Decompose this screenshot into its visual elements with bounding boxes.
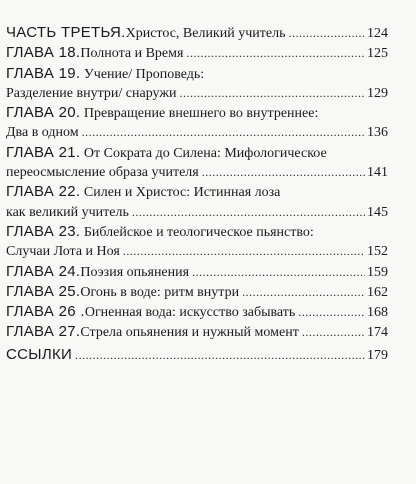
toc-entry [6, 302, 388, 322]
toc-entry-page-number: 124 [367, 26, 388, 41]
toc-entry-page-number: 162 [367, 284, 388, 300]
dot-leader [82, 123, 365, 142]
toc-entry-page-number: 145 [367, 204, 388, 220]
toc-entry-page-number: 152 [367, 244, 388, 260]
dot-leader [288, 24, 365, 43]
toc-entry-label: ГЛАВА 18. [6, 44, 81, 62]
toc-entry-last-line [6, 123, 388, 142]
dot-leader [298, 303, 365, 322]
dot-leader [302, 323, 365, 342]
toc-entry-line [6, 143, 388, 163]
toc-entry-title: Огненная вода: искусство забывать [84, 305, 296, 321]
toc-entry-page-number: 168 [367, 305, 388, 321]
toc-entry-title: От Сократа до Силена: Мифологическое [83, 145, 327, 161]
toc-entry [6, 23, 388, 43]
toc-entry-last-line [6, 282, 388, 302]
toc-entry [6, 282, 388, 302]
toc-entry-title: Случаи Лота и Ноя [6, 244, 120, 260]
dot-leader [186, 44, 365, 63]
toc-entry-line [6, 182, 388, 202]
toc-entry-title: Превращение внешнего во внутреннее: [83, 106, 319, 122]
toc-entry-title: переосмысление образа учителя [6, 165, 199, 181]
toc-entry-last-line [6, 203, 388, 222]
dot-leader [242, 283, 365, 302]
dot-leader [180, 84, 365, 103]
references-page-number: 179 [367, 348, 388, 363]
toc-entry-last-line [6, 262, 388, 282]
toc-entry-last-line [6, 23, 388, 43]
toc-entry-title: Стрела опьянения и нужный момент [80, 325, 299, 341]
toc-entry-label: ГЛАВА 21. [6, 143, 81, 161]
toc-entry-line [6, 222, 388, 242]
toc-entry-title: Полнота и Время [80, 46, 184, 62]
toc-entry-page-number: 125 [367, 46, 388, 62]
toc-entry [6, 43, 388, 63]
toc-entry-title: Огонь в воде: ритм внутри [80, 284, 240, 300]
toc-entry-page-number: 159 [367, 264, 388, 280]
toc-entry-label: ГЛАВА 23. [6, 222, 81, 240]
toc-entry-last-line [6, 43, 388, 63]
dot-leader [75, 346, 365, 365]
toc-entry-last-line [6, 242, 388, 261]
toc-entry [6, 103, 388, 143]
toc-entry-label: ГЛАВА 27. [6, 323, 81, 341]
toc-entry-title: Силен и Христос: Истинная лоза [83, 185, 281, 201]
toc-entry-page-number: 136 [367, 125, 388, 141]
dot-leader [123, 242, 365, 261]
toc-entry-label: ГЛАВА 26 . [6, 303, 85, 321]
toc-entry-label: ГЛАВА 25. [6, 282, 81, 300]
references-entry [6, 345, 388, 365]
toc-entry-title: Два в одном [6, 125, 79, 141]
toc-entry-title: Поэзия опьянения [80, 264, 190, 280]
toc-entry-title: Учение/ Проповедь: [83, 66, 205, 82]
dot-leader [132, 203, 365, 222]
toc-entry [6, 143, 388, 183]
dot-leader [192, 263, 365, 282]
toc-entry-label: ГЛАВА 22. [6, 183, 81, 201]
toc-entry-last-line [6, 302, 388, 322]
toc-entry-title: как великий учитель [6, 204, 129, 220]
toc-entry-label: ЧАСТЬ ТРЕТЬЯ. [6, 24, 126, 41]
references-line [6, 345, 388, 365]
toc-entry-label: ГЛАВА 19. [6, 64, 81, 82]
toc-entry-page-number: 174 [367, 325, 388, 341]
toc-entry-title: Библейское и теологическое пьянство: [83, 224, 314, 240]
references-label: ССЫЛКИ [6, 346, 73, 363]
toc-entry-line [6, 103, 388, 123]
table-of-contents [6, 23, 388, 343]
toc-entry-title: Христос, Великий учитель [125, 26, 286, 41]
toc-entry-label: ГЛАВА 24. [6, 262, 81, 280]
toc-entry [6, 222, 388, 262]
toc-entry-page-number: 141 [367, 165, 388, 181]
toc-entry-label: ГЛАВА 20. [6, 104, 81, 122]
toc-entry-last-line [6, 84, 388, 103]
toc-entry [6, 64, 388, 104]
toc-entry [6, 322, 388, 342]
toc-entry-last-line [6, 163, 388, 182]
toc-entry [6, 262, 388, 282]
dot-leader [202, 163, 365, 182]
toc-entry [6, 182, 388, 222]
toc-entry-last-line [6, 322, 388, 342]
toc-entry-title: Разделение внутри/ снаружи [6, 85, 177, 101]
toc-entry-line [6, 64, 388, 84]
toc-entry-page-number: 129 [367, 85, 388, 101]
